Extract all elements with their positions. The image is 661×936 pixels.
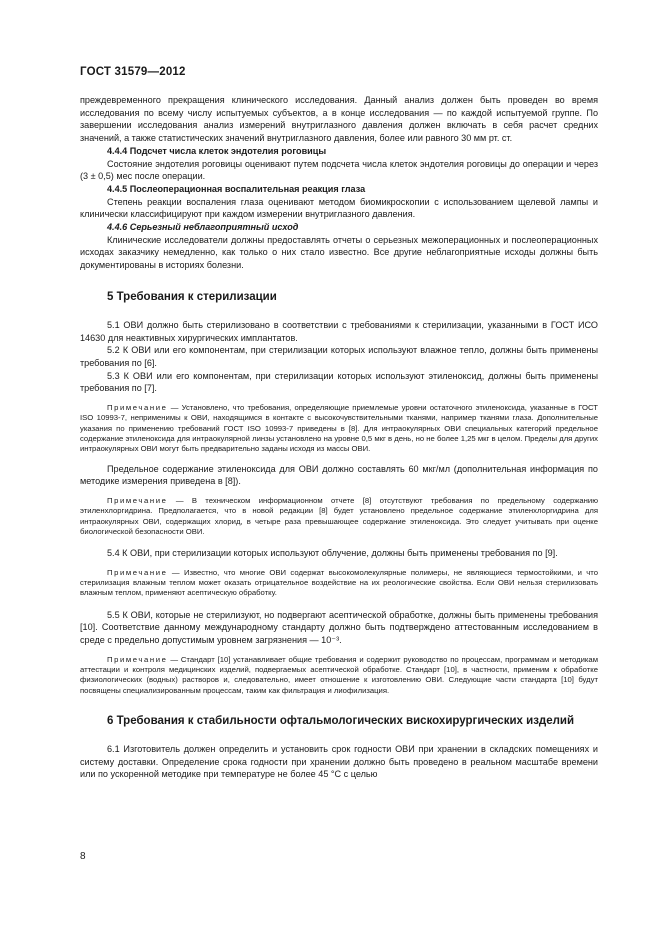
paragraph: 5.2 К ОВИ или его компонентам, при стерилизации которых используют влажное тепло, должны быть применены требования по [6]. [80, 345, 598, 368]
paragraph: 5.3 К ОВИ или его компонентам, при стерилизации которых используют этиленоксид, должны быть применены требования по [7]. [80, 370, 598, 394]
paragraph: 5.1 ОВИ должно быть стерилизовано в соответствии с требованиями к стерилизации, указанными в ГОСТ ИСО 14630 для неактивных хирургических имплантатов. [80, 319, 598, 343]
paragraph: Степень реакции воспаления глаза оценивают методом биомикроскопии с использованием щелевой лампы и клинически классифицируют при каждом измерении внутриглазного давления. [80, 196, 598, 220]
section-heading: 6 Требования к стабильности офтальмологических вискохирургических изделий [107, 715, 575, 728]
note-label: Примечание [107, 654, 168, 664]
note-text: — Установлено, что требования, определяющие приемлемые уровни остаточного этиленоксида, указанные в ГОСТ ISO 10993-7, неприменимы к ОВИ, находящимся в контакте с высокочувствительными тканями, например тканями глаза. Дополнительные указания по применению требований ГОСТ ISO 10993-7 приведены в [8]. Для интраокулярных ОВИ специальных категорий предельное содержание этиленоксида для интраокулярной линзы установлено на уровне 0,5 мкг в день, но не более 1,25 мкг в целом. Пределы для других интраокулярных ОВИ могут быть предварительно заданы исходя из массы ОВИ. [80, 403, 598, 454]
subsection-heading: 4.4.6 Серьезный неблагоприятный исход [107, 222, 299, 233]
paragraph: 5.4 К ОВИ, при стерилизации которых используют облучение, должны быть применены требования по [9]. [107, 548, 558, 559]
note-label: Примечание [107, 403, 168, 413]
note [80, 496, 598, 537]
subsection-heading: 4.4.5 Послеоперационная воспалительная реакция глаза [107, 183, 366, 194]
note-text: — В техническом информационном отчете [8] отсутствуют требования по предельному содержанию этиленхлоргидрина. Предполагается, что в новой редакции [8] будет установлено предельное содержание этиленхлоргидрина для интраокулярных ОВИ, содержащих хлорид, в четыре раза превышающее содержание этиленоксида. Это следует учитывать при оценке биологической безопасности ОВИ. [80, 495, 598, 536]
page-number: 8 [80, 851, 86, 862]
subsection-heading: 4.4.4 Подсчет числа клеток эндотелия роговицы [107, 145, 327, 156]
note-text: — Стандарт [10] устанавливает общие требования и содержит руководство по процессам, программам и методикам аттестации и контроля медицинских изделий, подвергаемых асептической обработке. Стандарт [10], в частности, применим к обработке физиологических (водных) растворов и, следовательно, имеет отношение к изготовлению ОВИ. Следующие части стандарта [10] будут посвящены специализированным процессам, таким как фильтрация и лиофилизация. [80, 654, 598, 695]
note [80, 568, 598, 599]
note [80, 403, 598, 454]
page-content [80, 94, 598, 781]
note-label: Примечание [107, 567, 168, 577]
document-header: ГОСТ 31579—2012 [80, 66, 186, 78]
paragraph: Состояние эндотелия роговицы оценивают путем подсчета числа клеток эндотелия роговицы до операции и через (3 ± 0,5) мес после операции. [80, 158, 598, 182]
note-text: — Известно, что многие ОВИ содержат высокомолекулярные полимеры, не являющиеся термостойкими, и что стерилизация влажным теплом может оказать отрицательное воздействие на их реологические свойства. Если ОВИ нельзя стерилизовать влажным теплом, применяют асептическую обработку. [80, 567, 598, 598]
section-heading: 5 Требования к стерилизации [107, 290, 277, 303]
note [80, 655, 598, 696]
paragraph: преждевременного прекращения клинического исследования. Данный анализ должен быть проведен во время исследования по всему числу испытуемых субъектов, а в конце исследования — по каждой испытуемой группе. По завершении исследования анализ измерений внутриглазного давления должен включать в себя расчет средних значений, а также статистических значений внутриглазного давления, более или равного 30 мм рт. ст. [80, 95, 598, 144]
paragraph: Предельное содержание этиленоксида для ОВИ должно составлять 60 мкг/мл (дополнительная информация по методике измерения приведена в [8]). [80, 463, 598, 487]
paragraph: 6.1 Изготовитель должен определить и установить срок годности ОВИ при хранении в складских помещениях и систему доставки. Определение срока годности при хранении должно быть проведено в реальном масштабе времени или по ускоренной методике при температуре не более 45 °С с целью [80, 744, 598, 780]
paragraph: Клинические исследователи должны предоставлять отчеты о серьезных межоперационных и послеоперационных исходах заказчику немедленно, как только о них стало известно. Все другие неблагоприятные исходы должны быть документированы в историях болезни. [80, 234, 598, 271]
note-label: Примечание [107, 495, 168, 505]
paragraph: 5.5 К ОВИ, которые не стерилизуют, но подвергают асептической обработке, должны быть применены требования [10]. Соответствие данному международному стандарту должно быть подтверждено аттестованным исследованием в среде с предельно допустимым уровнем загрязнения — 10⁻³. [80, 609, 598, 646]
